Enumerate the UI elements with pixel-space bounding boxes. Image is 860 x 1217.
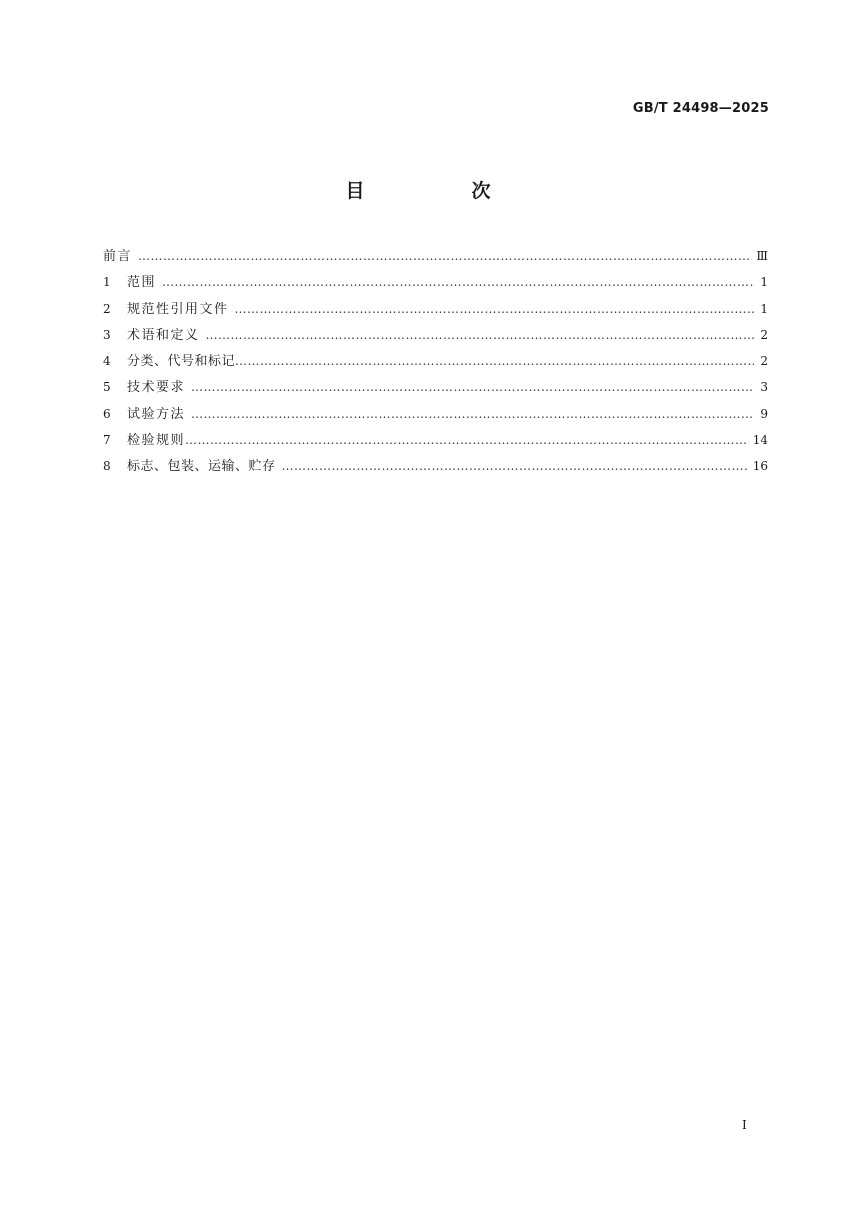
toc-entry-label: 范围 <box>127 275 157 291</box>
table-of-contents <box>103 246 768 483</box>
toc-entry-label: 规范性引用文件 <box>127 301 229 317</box>
toc-entry-label: 检验规则 <box>127 433 186 449</box>
toc-entry-test-methods[interactable] <box>103 404 768 430</box>
toc-entry-number: 8 <box>103 459 111 474</box>
toc-entry-number: 7 <box>103 433 111 448</box>
toc-leader-dots <box>162 272 754 292</box>
toc-entry-page: Ⅲ <box>756 249 768 263</box>
toc-entry-page: 3 <box>760 380 768 395</box>
toc-entry-number: 5 <box>103 380 111 395</box>
toc-entry-label: 标志、包装、运输、贮存 <box>127 459 276 475</box>
toc-entry-terms-definitions[interactable] <box>103 325 768 351</box>
toc-entry-scope[interactable] <box>103 272 768 298</box>
toc-entry-number: 3 <box>103 327 111 342</box>
toc-entry-page: 1 <box>760 301 768 316</box>
toc-leader-dots <box>235 299 754 319</box>
toc-entry-label: 试验方法 <box>127 406 186 422</box>
toc-entry-normative-references[interactable] <box>103 299 768 325</box>
toc-leader-dots <box>185 430 749 450</box>
toc-entry-page: 9 <box>760 406 768 421</box>
toc-entry-page: 14 <box>752 433 768 448</box>
toc-entry-classification[interactable] <box>103 351 768 377</box>
toc-entry-technical-requirements[interactable] <box>103 377 768 403</box>
toc-leader-dots <box>191 377 754 397</box>
toc-leader-dots <box>138 246 752 266</box>
page-number: Ⅰ <box>742 1118 747 1132</box>
toc-entry-marking-packaging[interactable] <box>103 456 768 482</box>
toc-entry-inspection-rules[interactable] <box>103 430 768 456</box>
standard-code: GB/T 24498—2025 <box>632 101 769 116</box>
toc-entry-page: 1 <box>760 275 768 290</box>
toc-entry-label: 技术要求 <box>127 380 186 396</box>
toc-entry-number: 6 <box>103 406 111 421</box>
toc-entry-number: 4 <box>103 354 111 369</box>
toc-entry-number: 2 <box>103 301 111 316</box>
toc-leader-dots <box>191 404 754 424</box>
toc-leader-dots <box>282 456 749 476</box>
toc-leader-dots <box>235 351 754 371</box>
page-title: 目 次 <box>345 180 535 202</box>
toc-entry-label: 术语和定义 <box>127 327 200 343</box>
toc-entry-label: 前言 <box>103 249 133 264</box>
toc-entry-foreword[interactable] <box>103 246 768 272</box>
toc-entry-page: 16 <box>752 459 768 474</box>
toc-entry-page: 2 <box>760 354 768 369</box>
toc-entry-number: 1 <box>103 275 111 290</box>
toc-entry-label: 分类、代号和标记 <box>127 354 236 370</box>
toc-leader-dots <box>206 325 754 345</box>
toc-entry-page: 2 <box>760 327 768 342</box>
